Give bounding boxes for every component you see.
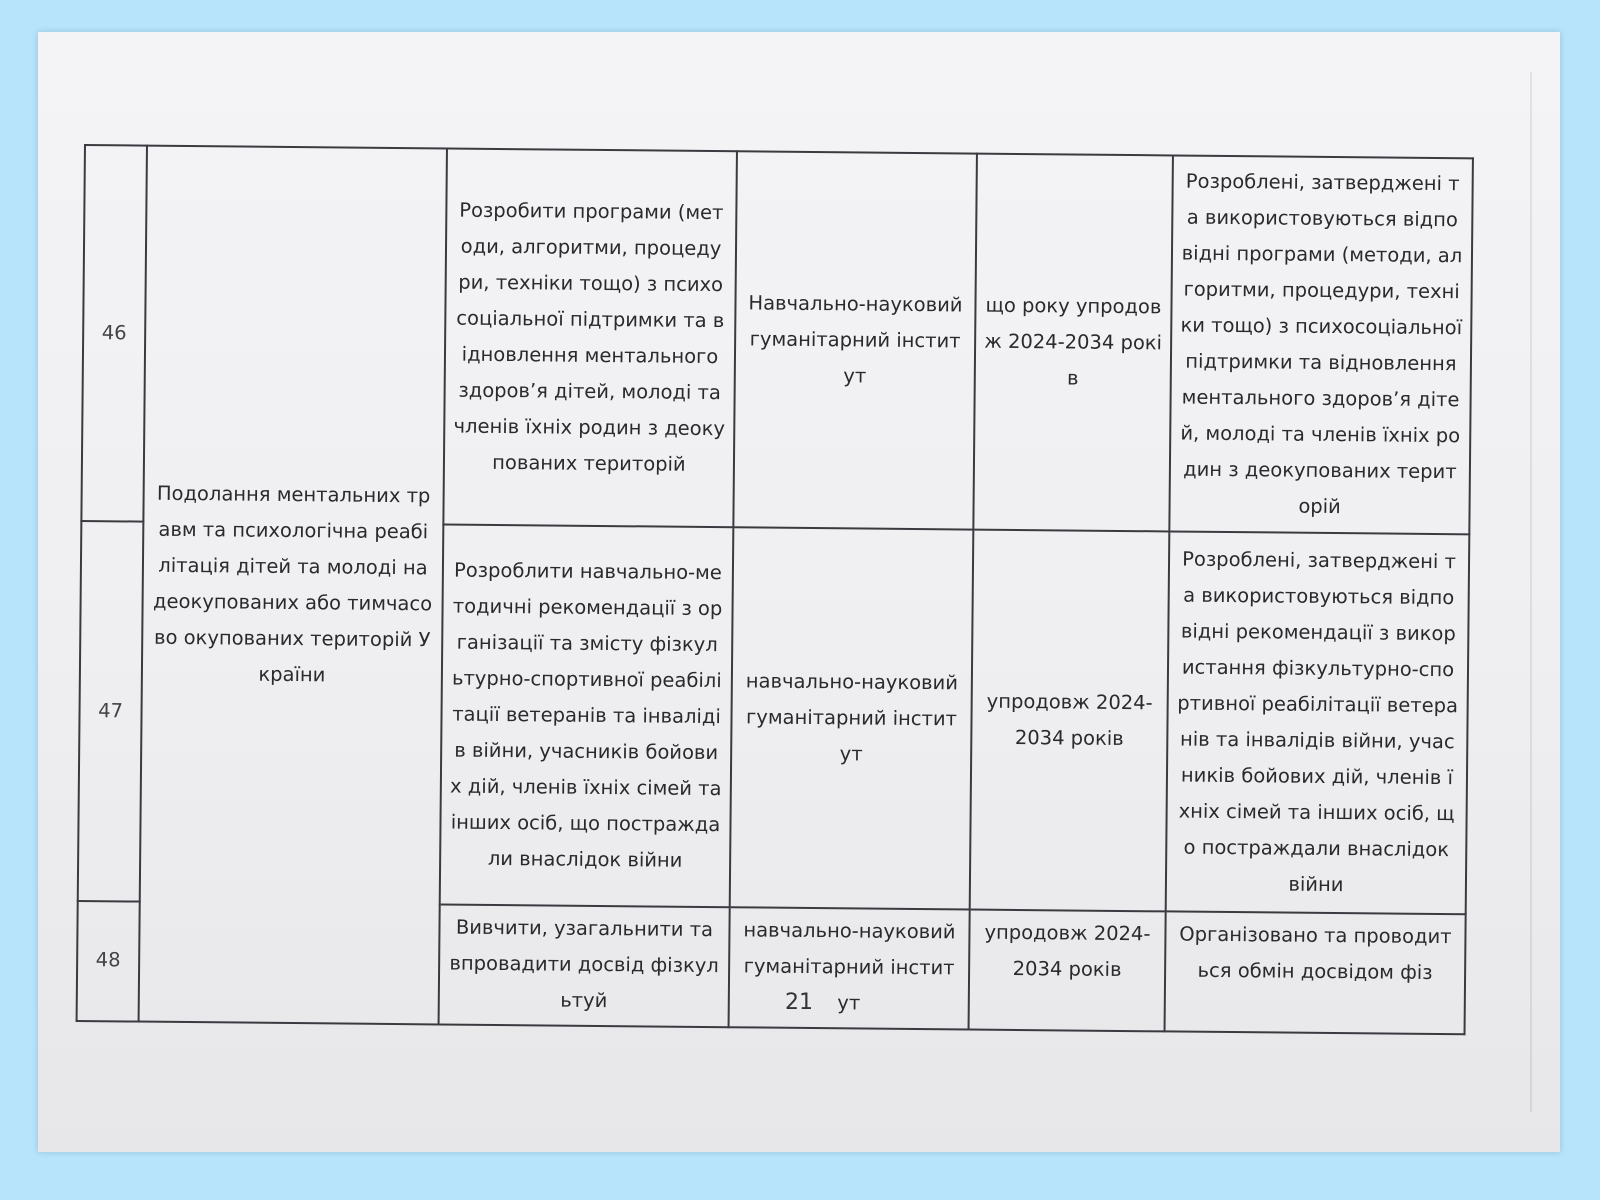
row-number: 47: [78, 521, 144, 902]
plan-table-area: [76, 144, 1504, 1038]
measure-cell: Розроблити навчально-методичні рекомендації з організації та змісту фізкультурно-спортивної реабілітації ветеранів та інвалідів війни, учасників бойових дій, членів їхніх сімей та інших осіб, що постраждали внаслідок війни: [440, 524, 734, 907]
row-number: 46: [81, 145, 147, 522]
indicator-cell: Розроблені, затверджені та використовуються відповідні рекомендації з використання фізкультурно-спортивної реабілітації ветеранів та інвалідів війни, учасників бойових дій, членів їхніх сімей та інших осіб, що постраждали внаслідок війни: [1166, 531, 1470, 914]
page-number: 21: [785, 990, 813, 1015]
executor-cell: Навчально-науковий гуманітарний інститут: [733, 151, 977, 529]
table-row: [81, 145, 1473, 534]
term-cell: упродовж 2024-2034 років: [970, 530, 1170, 912]
document-page: [38, 32, 1560, 1152]
row-number: 48: [77, 901, 140, 1022]
executor-cell: навчально-науковий гуманітарний інститут: [729, 907, 970, 1029]
measure-cell: Вивчити, узагальнити та впровадити досвід фізкультуй: [439, 904, 730, 1027]
term-cell: що року упродовж 2024-2034 років: [973, 154, 1173, 532]
plan-table: [76, 144, 1474, 1035]
executor-cell: навчально-науковий гуманітарний інститут: [730, 527, 974, 909]
direction-cell: Подолання ментальних травм та психологічна реабілітація дітей та молоді на деокупованих або тимчасово окупованих територій України: [139, 146, 447, 1025]
page-edge-shadow: [1530, 72, 1532, 1112]
term-cell: упродовж 2024-2034 років: [969, 910, 1166, 1032]
indicator-cell: Організовано та проводиться обмін досвідом фіз: [1165, 911, 1466, 1034]
measure-cell: Розробити програми (методи, алгоритми, процедури, техніки тощо) з психосоціальної підтримки та відновлення ментального здоров’я дітей, молоді та членів їхніх родин з деокупованих територій: [443, 148, 737, 527]
indicator-cell: Розроблені, затверджені та використовуються відповідні програми (методи, алгоритми, процедури, техніки тощо) з психосоціальної підтримки та відновлення ментального здоров’я дітей, молоді та членів їхніх родин з деокупованих територій: [1169, 155, 1473, 534]
